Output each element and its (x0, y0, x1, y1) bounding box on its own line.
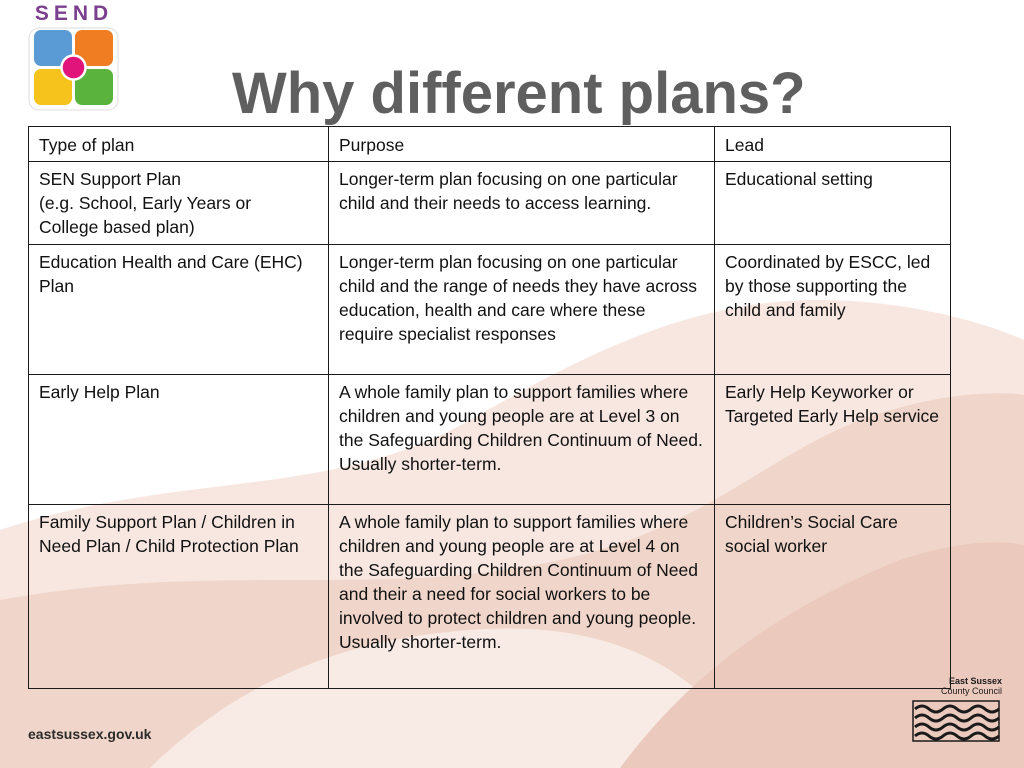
cell-purpose: Longer-term plan focusing on one particular child and their needs to access learning. (329, 162, 715, 245)
cell-purpose: A whole family plan to support families where children and young people are at Level 3 on the Safeguarding Children Continuum of Need. Usually shorter-term. (329, 375, 715, 505)
cell-lead: Children’s Social Care social worker (715, 505, 951, 689)
table-row (29, 162, 951, 245)
send-logo-text: SEND (34, 2, 114, 25)
council-waves-icon (912, 700, 1000, 742)
logo-center-dot (62, 56, 86, 80)
table-row (29, 505, 951, 689)
header-purpose: Purpose (329, 127, 715, 162)
header-type-of-plan: Type of plan (29, 127, 329, 162)
page-title: Why different plans? (232, 61, 806, 126)
table-row (29, 245, 951, 375)
table-row (29, 375, 951, 505)
cell-plan-type: Family Support Plan / Children in Need Plan / Child Protection Plan (29, 505, 329, 689)
footer-website: eastsussex.gov.uk (28, 726, 152, 742)
council-name (941, 676, 1002, 696)
cell-purpose: Longer-term plan focusing on one particular child and the range of needs they have across education, health and care where these require specialist responses (329, 245, 715, 375)
council-name-line1: East Sussex (948, 676, 1002, 686)
cell-lead: Early Help Keyworker or Targeted Early Help service (715, 375, 951, 505)
header-lead: Lead (715, 127, 951, 162)
cell-lead: Educational setting (715, 162, 951, 245)
send-logo (28, 0, 120, 112)
council-name-line2: County Council (940, 686, 1002, 696)
cell-plan-type: Education Health and Care (EHC) Plan (29, 245, 329, 375)
cell-plan-type: SEN Support Plan (e.g. School, Early Years or College based plan) (29, 162, 329, 245)
cell-purpose: A whole family plan to support families where children and young people are at Level 4 on the Safeguarding Children Continuum of Need and their a need for social workers to be involved to protect children and young people. Usually shorter-term. (329, 505, 715, 689)
send-logo-mark (28, 0, 120, 112)
plans-table (28, 126, 951, 689)
table-header-row (29, 127, 951, 162)
east-sussex-county-council-logo (912, 676, 1002, 742)
cell-lead: Coordinated by ESCC, led by those supporting the child and family (715, 245, 951, 375)
cell-plan-type: Early Help Plan (29, 375, 329, 505)
